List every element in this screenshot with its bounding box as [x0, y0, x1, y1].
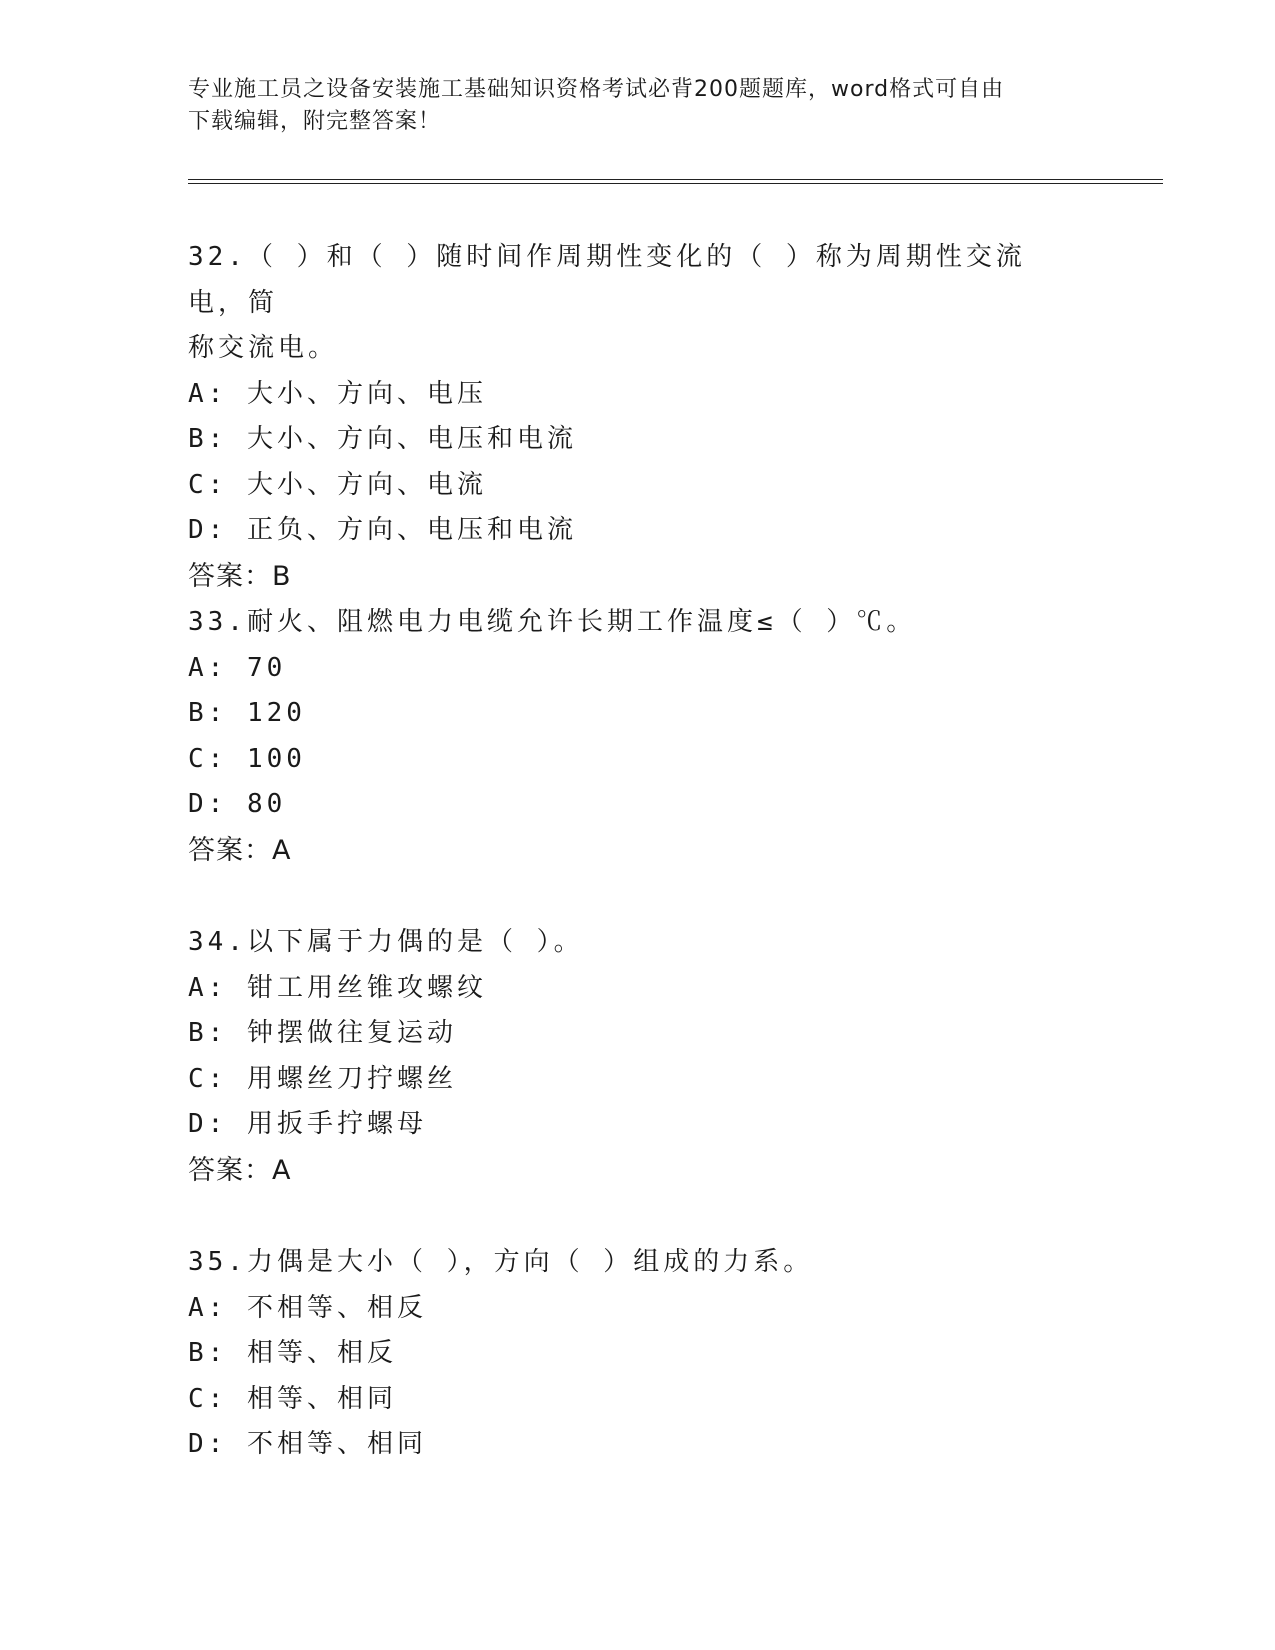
option-b: B: 大小、方向、电压和电流 [188, 424, 577, 454]
question-34 [188, 920, 1068, 1193]
question-32 [188, 235, 1068, 599]
header-divider-bottom [188, 183, 1163, 184]
header-divider-top [188, 179, 1163, 180]
option-a: A: 不相等、相反 [188, 1292, 427, 1323]
option-c: C: 用螺丝刀拧螺丝 [188, 1063, 457, 1094]
question-stem-continued: 称交流电。 [188, 333, 339, 363]
header-line-1: 专业施工员之设备安装施工基础知识资格考试必背200题题库，word格式可自由 [188, 77, 1005, 102]
option-a: A: 钳工用丝锥攻螺纹 [188, 972, 487, 1003]
question-stem: 32.（ ）和（ ）随时间作周期性变化的（ ）称为周期性交流电，简 [188, 242, 1026, 318]
question-33 [188, 600, 1068, 873]
option-d: D: 用扳手拧螺母 [188, 1109, 427, 1139]
header-line-2: 下载编辑，附完整答案！ [188, 109, 442, 134]
option-c: C: 相等、相同 [188, 1383, 397, 1414]
option-a: A: 大小、方向、电压 [188, 378, 487, 409]
answer: 答案：B [188, 560, 292, 592]
option-c: C: 大小、方向、电流 [188, 469, 487, 500]
option-d: D: 不相等、相同 [188, 1429, 427, 1459]
option-d: D: 80 [188, 789, 287, 819]
document-header [188, 74, 1088, 138]
question-stem: 35.力偶是大小（ ），方向（ ）组成的力系。 [188, 1247, 814, 1277]
option-b: B: 120 [188, 698, 306, 728]
option-c: C: 100 [188, 743, 306, 774]
option-a: A: 70 [188, 652, 287, 683]
option-b: B: 相等、相反 [188, 1338, 397, 1368]
question-stem: 34.以下属于力偶的是（ ）。 [188, 927, 584, 957]
answer: 答案：A [188, 1154, 292, 1186]
question-35 [188, 1240, 1068, 1468]
option-d: D: 正负、方向、电压和电流 [188, 515, 577, 545]
answer: 答案：A [188, 834, 292, 866]
option-b: B: 钟摆做往复运动 [188, 1018, 457, 1048]
question-stem: 33.耐火、阻燃电力电缆允许长期工作温度≤（ ）℃。 [188, 607, 917, 637]
